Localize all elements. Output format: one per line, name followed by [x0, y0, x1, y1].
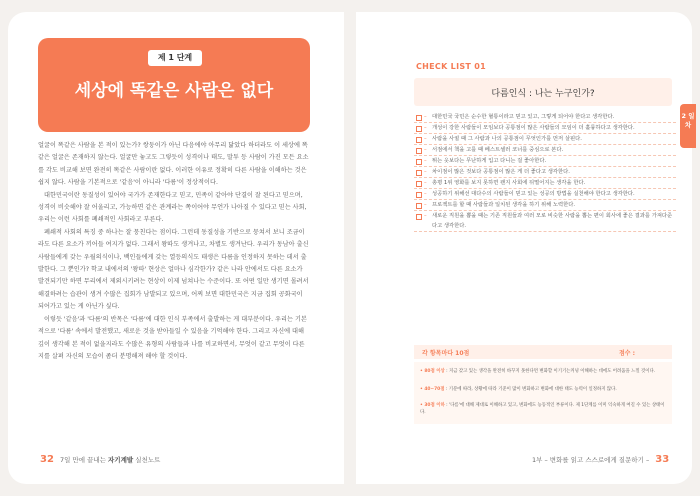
folio-bold: 자기계발 [108, 456, 134, 464]
question-text: 다름인식 : 나는 누구인가? [491, 89, 595, 99]
checklist-title: CHECK LIST 01 [416, 62, 486, 71]
step-badge: 제 1 단계 [148, 50, 202, 66]
checkbox[interactable] [416, 214, 422, 220]
folio-text: 7일 만에 끝내는 [60, 456, 106, 464]
checkbox[interactable] [416, 203, 422, 209]
checkbox[interactable] [416, 137, 422, 143]
paragraph: 얼굴이 똑같은 사람을 본 적이 있는가? 쌍둥이가 아닌 다음에야 아무리 닮았다 하더라도 이 세상에 똑같은 얼굴은 존재하지 않는다. 얼굴만 놓고도 그렇듯이 성격이나 태도, 말투 등 사람이 가진 모든 요소를 각도 비교해 보면 완전히 똑같은 사람이란 없다. 이러한 이유로 정확히 다른 사람을 이해하는 것은 쉽지 않다. 사람을 기본적으로 '같음'이 아니라 '다름'이 정상적이다. [38, 142, 309, 187]
paragraph: 폐쇄적 사회의 특징 중 하나는 잘 뭉친다는 점이다. 그런데 동질성을 기반으로 뭉쳐서 보니 조금이라도 다른 요소가 끼어들 여지가 없다. 그래서 왕따도 생겨나고, 차별도 생겨난다. 우리가 동남아 출신 사람들에게 갖는 우월의식이나, 백인들에게 갖는 열등의식도 태생은 다름을 인정하지 못하는 데서 출발한다. 그 뿐인가? 학교 내에서의 '왕따' 현상은 얼마나 심각한가? 같은 나라 안에서도 다른 요소가 발견되기만 하면 무리에서 제외시키려는 현상이 이제 넘쳐나는 수준이다. 또 어떤 일만 생기면 몰려서 해결하려는 습관이 생겨 수많은 집회가 남발되고 있으며, 어찌 보면 대한민국은 지금 집회 공화국이 되어가고 있는 게 아닌가 싶다. [38, 228, 309, 311]
checkbox[interactable] [416, 181, 422, 187]
checklist-item: – 대한민국 국민은 순수한 혈통이라고 믿고 있고, 그렇게 되어야 한다고 생각한다. [414, 112, 676, 123]
checkbox[interactable] [416, 159, 422, 165]
checklist-item: – 성공하기 위해선 대다수의 사람들이 믿고 있는 성공의 방법을 실천해야 한다고 생각한다. [414, 189, 676, 200]
folio-text: 1부 – 변화를 읽고 스스로에게 질문하기 – [532, 456, 650, 464]
checkbox[interactable] [416, 148, 422, 154]
title-banner [38, 38, 310, 132]
checklist-item: – 새로운 직원을 뽑을 때는 기존 직원들과 여러 모로 비슷한 사람을 뽑는 편이 회사에 좋은 결과를 가져다준다고 생각한다. [414, 211, 676, 232]
side-tab-label: 2 일 차 [681, 112, 695, 129]
checklist-item: – 차이점이 많은 것보다 공통점이 많은 게 더 좋다고 생각한다. [414, 167, 676, 178]
side-tab [680, 104, 696, 148]
folio-tail: 실천노트 [135, 456, 161, 464]
right-page [356, 12, 692, 484]
score-label: 각 항목마다 10점 [422, 350, 470, 357]
checkbox[interactable] [416, 192, 422, 198]
paragraph: 이렇듯 '같음'과 '다름'의 반목은 '다름'에 대한 인식 부족에서 출발하는 게 대부분이다. 우리는 기본적으로 '다름' 속에서 발전했고, 새로운 것을 받아들일 수 있음을 기억해야 한다. 그리고 자신에 대해 깊이 생각해 본 적이 없을지라도 수많은 유형의 사람들과 나를 비교하면서, 무엇이 같고 무엇이 다른지를 살펴 자신의 모습이 좀더 분명해져 해야 할 것이다. [38, 315, 307, 360]
checkbox[interactable] [416, 115, 422, 121]
checkbox[interactable] [416, 170, 422, 176]
page-number: 33 [655, 454, 670, 465]
results-box [414, 362, 672, 424]
checklist-item: – 튀는 옷보다는 무난하게 입고 다니는 걸 좋아한다. [414, 156, 676, 167]
page-title: 세상에 똑같은 사람은 없다 [74, 81, 274, 101]
folio-left [40, 454, 160, 465]
score-total-label: 점수 : [619, 350, 636, 357]
checklist-item: – 프로젝트를 할 때 사람들과 일치된 생각을 하기 위해 노력한다. [414, 200, 676, 211]
folio-right [532, 454, 669, 465]
checklist-item: – 서점에서 책을 고를 때 베스트셀러 코너를 중심으로 본다. [414, 145, 676, 156]
body-text [38, 140, 310, 363]
page-number: 32 [40, 454, 54, 465]
result-row: • 40~70점 : 기분에 따라, 상황에 따라 기준이 많이 변화하고 변화에 대한 태도 능력이 일정하지 않다. [420, 387, 617, 392]
left-page [8, 12, 344, 484]
checklist-item: – 사람을 사귈 때 그 사람과 나의 공통점이 무엇인가를 먼저 살핀다. [414, 134, 676, 145]
checklist [414, 112, 676, 232]
paragraph: 대한민국이란 동질성이 있어야 국가가 존재한다고 믿고, 민족이 같아야 단결이 잘 된다고 믿으며, 성격이 비슷해야 잘 어울리고, 가능하면 같은 관계라는 쪽이어야 무언가 나아질 수 있다고 믿는 사회, 우리는 이런 사회를 폐쇄적인 사회라고 부른다. [38, 191, 307, 224]
checklist-item: – 개성이 강한 사람들이 모임보다 공통점이 많은 사람들의 모임이 더 훌륭하다고 생각한다. [414, 123, 676, 134]
question-box [414, 78, 672, 106]
checkbox[interactable] [416, 126, 422, 132]
result-row: • 30점 이하 : '다름'에 대해 제대로 이해하고 있고, 변화에도 능동적인 부류이다. 제 1단계를 이미 익숙하게 여길 수 있는 상태이다. [420, 403, 665, 415]
result-row: • 80점 이상 : 지금 갖고 있는 생각을 완전히 바꾸지 못한다면 변화할 이기기는커녕 이해하는 데에도 어려움을 느낄 것이다. [420, 369, 656, 374]
checklist-item: – 총평 1위 영화를 보지 못하면 왠지 사회에 뒤떨어지는 생각을 한다. [414, 178, 676, 189]
score-bar [414, 345, 672, 359]
